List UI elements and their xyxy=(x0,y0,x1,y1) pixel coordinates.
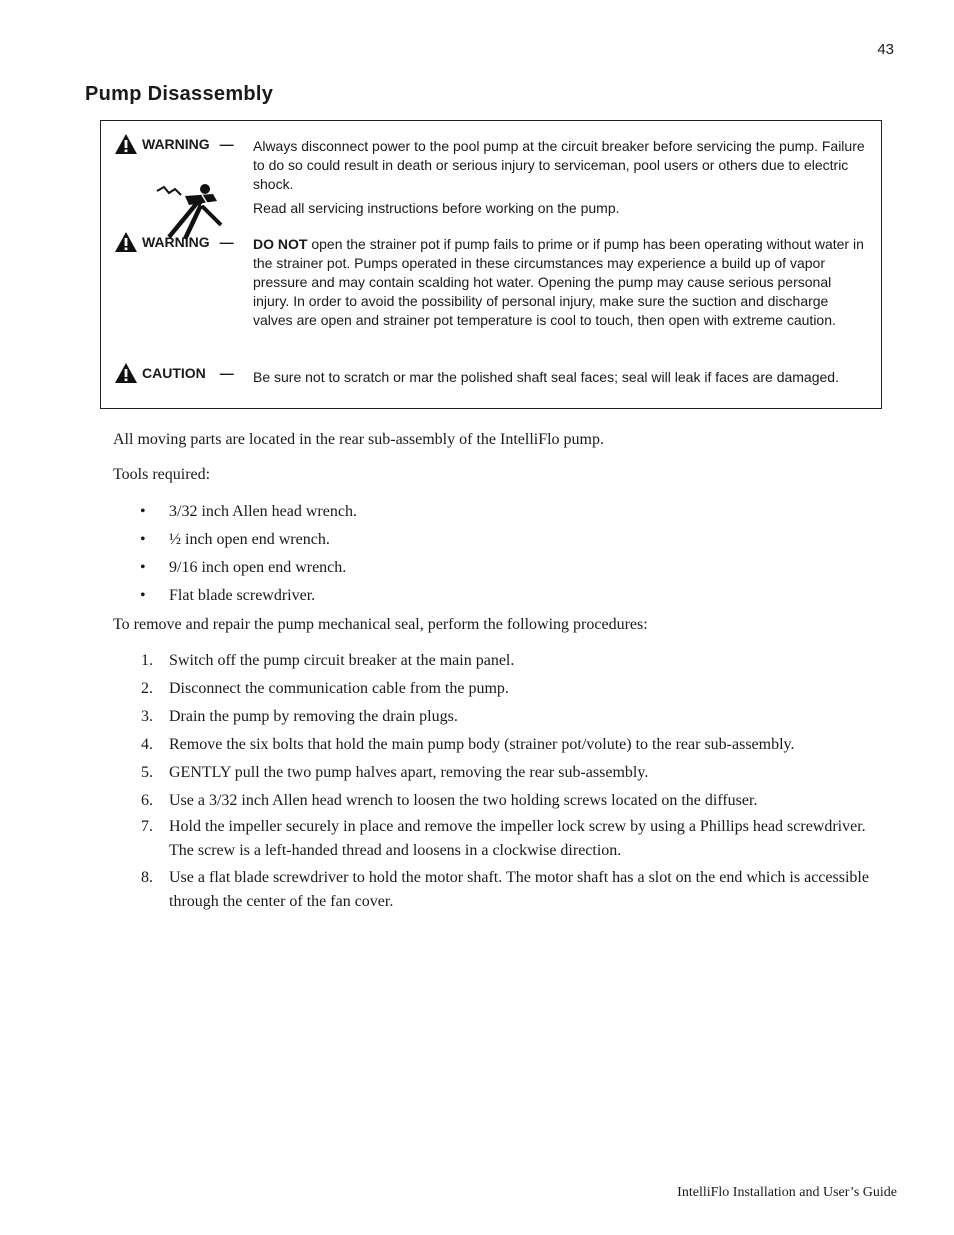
notice-text xyxy=(253,235,869,330)
notice-label xyxy=(114,231,234,253)
list-item-text: Use a 3/32 inch Allen head wrench to loosen the two holding screws located on the diffuser. xyxy=(169,792,758,809)
tools-heading: Tools required: xyxy=(113,466,211,483)
notice-paragraph: Read all servicing instructions before working on the pump. xyxy=(253,200,620,216)
notice-dash: — xyxy=(219,135,234,152)
list-item-text: 3/32 inch Allen head wrench. xyxy=(169,503,357,520)
warning-box xyxy=(100,120,882,409)
procedure-intro: To remove and repair the pump mechanical seal, perform the following procedures: xyxy=(113,616,648,633)
intro-paragraph: All moving parts are located in the rear sub-assembly of the IntelliFlo pump. xyxy=(113,431,604,448)
page-footer: IntelliFlo Installation and User’s Guide xyxy=(677,1185,897,1200)
step-number: 5. xyxy=(141,764,153,781)
notice-label-text: WARNING xyxy=(142,135,210,152)
notice-dash: — xyxy=(219,233,234,250)
list-item-text: 9/16 inch open end wrench. xyxy=(169,559,347,576)
notice-body: open the strainer pot if pump fails to prime or if pump has been operating without water in the strainer pot. Pumps operated in these circumstances may experience a build up of vapor pressure and may contain scalding hot water. Opening the pump may cause serious personal injury. In order to avoid the possibility of personal injury, make sure the suction and discharge valves are open and strainer pot temperature is cool to touch, then open with extreme caution. xyxy=(253,236,864,328)
notice-label-text: CAUTION xyxy=(142,364,206,381)
bullet: • xyxy=(140,531,146,548)
warning-triangle-icon xyxy=(114,362,138,384)
notice-dash: — xyxy=(219,364,234,381)
warning-triangle-icon xyxy=(114,133,138,155)
step-number: 7. xyxy=(141,818,153,835)
page-number: 43 xyxy=(877,41,894,58)
notice-label-text: WARNING xyxy=(142,233,210,250)
step-number: 3. xyxy=(141,708,153,725)
list-item-text: Flat blade screwdriver. xyxy=(169,587,316,604)
step-number: 6. xyxy=(141,792,153,809)
warning-triangle-icon xyxy=(114,231,138,253)
page-title: Pump Disassembly xyxy=(85,83,274,105)
list-item-text: Hold the impeller securely in place and remove the impeller lock screw by using a Phillips head screwdriver. The screw is a left-handed thread and loosens in a clockwise direction. xyxy=(169,818,866,859)
notice-paragraph xyxy=(253,235,869,330)
list-item-text: Use a flat blade screwdriver to hold the motor shaft. The motor shaft has a slot on the end which is accessible through the center of the fan cover. xyxy=(169,869,869,910)
list-item-text: ½ inch open end wrench. xyxy=(169,531,330,548)
bullet: • xyxy=(140,559,146,576)
notice-label xyxy=(114,133,234,155)
list-item-text: Disconnect the communication cable from the pump. xyxy=(169,680,509,697)
bullet: • xyxy=(140,503,146,520)
list-item-text: GENTLY pull the two pump halves apart, removing the rear sub-assembly. xyxy=(169,764,649,781)
bullet: • xyxy=(140,587,146,604)
step-number: 4. xyxy=(141,736,153,753)
list-item-text: Drain the pump by removing the drain plugs. xyxy=(169,708,458,725)
notice-text xyxy=(253,367,869,387)
notice-text xyxy=(253,137,869,218)
notice-paragraph: Always disconnect power to the pool pump at the circuit breaker before servicing the pump. Failure to do so could result in death or serious injury to serviceman, pool users or others due to electric shock. xyxy=(253,138,865,192)
step-number: 8. xyxy=(141,869,153,886)
notice-lead: DO NOT xyxy=(253,236,308,252)
list-item-text: Switch off the pump circuit breaker at the main panel. xyxy=(169,652,515,669)
notice-paragraph: Be sure not to scratch or mar the polished shaft seal faces; seal will leak if faces are damaged. xyxy=(253,369,839,385)
step-number: 2. xyxy=(141,680,153,697)
list-item-text: Remove the six bolts that hold the main pump body (strainer pot/volute) to the rear sub-assembly. xyxy=(169,736,795,753)
notice-label xyxy=(114,362,234,384)
step-number: 1. xyxy=(141,652,153,669)
